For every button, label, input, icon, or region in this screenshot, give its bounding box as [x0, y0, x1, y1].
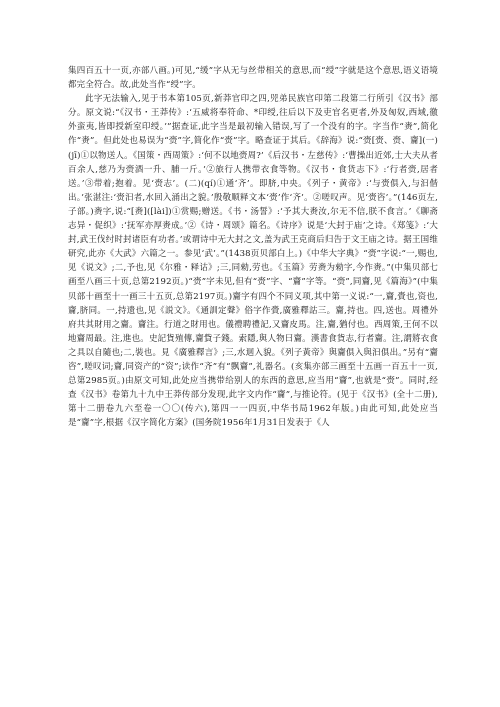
paragraph-1: 集四百五十一页,亦部八画。)可见,“缓”字从无与丝带相关的意思,而“绶”字就是这个意思,语义语境都完全符合。故,此处当作“绶”字。: [68, 66, 438, 91]
paragraph-2: 此字无法输入,见于书本第105页,新莽官印之四,兕弟民族官印第二段第二行所引《汉书》部分。原文说:“《汉书・王莽传》:‘五威将奉符命、*印绶,往后以下及吏官名更者,外及匈奴,西域,徼外蛮夷,皆即授新室印绶。’”据查证,此字当是最初输入错误,写了一个没有的字。字当作“赉”,简化作“赉”。但此处也易误为“赍”字,简化作“赍”字。略查证于其后。《辞海》说:“赍[赍、赍、齎](一)(jī)①以物送人。《国策・西周策》:‘何不以地赍周?’《后汉书・左慈传》:‘曹操出近郊,士大夫从者百余人,慈乃为赍酒一升、脯一斤。’②旅行人携带衣食等物。《汉书・食货志下》:‘行者赍,居者送。’③带着;抱着。见‘赍志’。(二)(qí)①通‘齐’。即脐,中央。《列子・黄帝》:‘与赍俱入,与汩偕出。’张湛注:‘赍汩者,水回入涌出之貌。’殷敬顺释文本‘赍’作‘齐’。②嗟叹声。见‘赍咨’。”(146页左,子部。)赉字,说:“[赉]([lài])①赏赐;赠送。《书・汤誓》:‘予其大赉汝,尔无不信,朕不食言。’《聊斋志异・促织》:‘抚军亦厚赉成。’②《诗・周颂》篇名。《诗序》说是‘大封于庙’之诗。《郑笺》:‘大封,武王伐纣时封诸臣有功者。’或谓诗中无大封之文,盖为武王克商后归告于文王庙之诗。据王国维研究,此亦《大武》六篇之一。参见‘武’。”(1438页贝部白上。)《中华大字典》“赍”字说:“一,赐也,见《说文》;二,予也,见《尔雅・释诂》;三,同勑,劳也。《玉篇》劳赉为勑字,今作赉。”(中集贝部七画至八画三十页,总第2192页。)“赍”字未见,但有“赍”字、“齎”字等。“赍”,同齎,见《篇海》”(中集贝部十画至十一画三十五页,总第2197页。)齎字有四个不同义项,其中第一义说:“一,齎,賫也,资也,齎,脐同。一,持遗也,见《説文》。《通訓定聲》俗字作賫,廣雅釋詁三。齎,持也。四,送也。周禮外府共其財用之齎。齎注。行道之財用也。儀禮聘禮記,又齎皮馬。注,齎,猶付也。西周策,王何不以地齎周最。注,進也。史記貨殖傳,齎貲子錢。索隱,與人物曰齎。漢書食貨志,行者齎。注,謂將衣食之具以自隨也;二,裝也。見《廣雅釋言》;三,水迴入貌。《列子黃帝》與齎俱入與汩俱出。”另有“齎咨”,嗟叹词;齎,同资产的“资”;读作“齐”有“飘齎”,礼器名。(亥集亦部三画至十五画一百五十一页,总第2985页。)由原文可知,此处应当携带给别人的东西的意思,应当用“齎”,也就是“赍”。同时,经查《汉书》卷第九十九中王莽传部分发现,此字文内作“齎”,与推论符。(见于《汉书》(全十二册),第十二册卷九六至卷一〇〇(传六),第四一一四页,中华书局1962年版。)由此可知,此处应当是“齎”字,根据《汉字简化方案》(国务院1956年1月31日发表于《人: [68, 94, 438, 429]
